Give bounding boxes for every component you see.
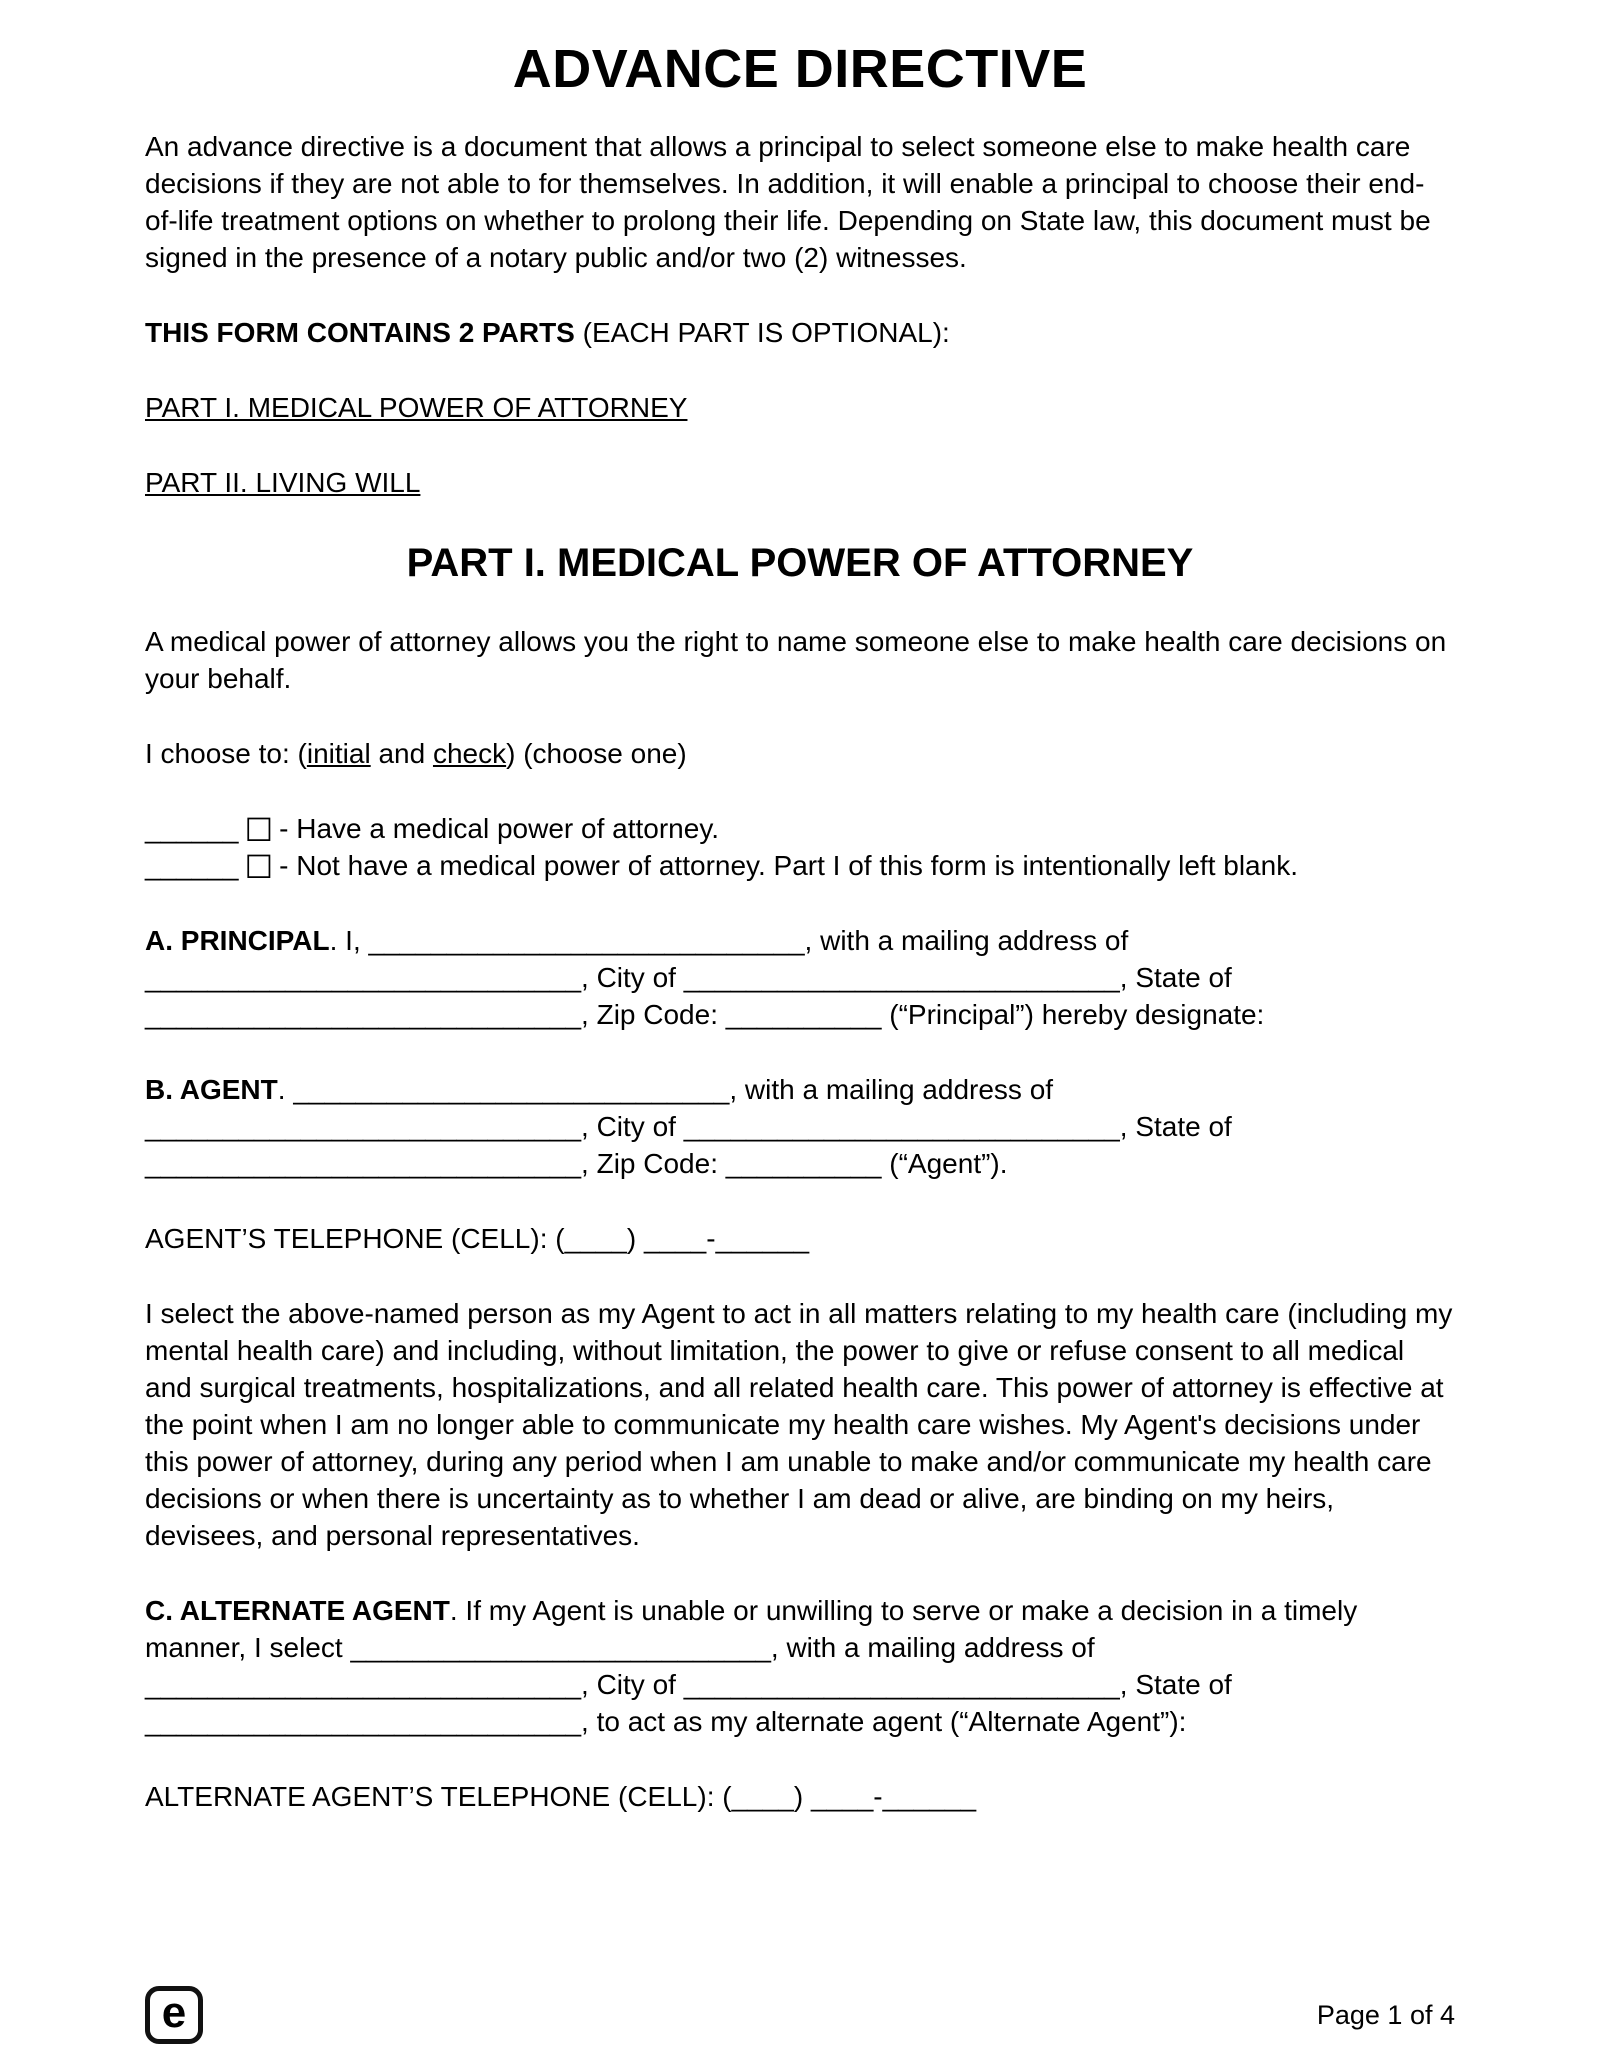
agent-label: B. AGENT <box>145 1074 278 1105</box>
principal-section <box>145 922 1455 1033</box>
page-indicator: Page 1 of 4 <box>1316 1999 1455 2030</box>
choose-mid: and <box>370 738 433 769</box>
principal-zip-blank: __________ <box>725 999 882 1030</box>
alternate-city-blank: ____________________________ <box>683 1669 1120 1700</box>
checkbox-icon[interactable]: ☐ <box>244 849 274 885</box>
page-footer <box>145 1986 1455 2044</box>
principal-name-blank: ____________________________ <box>368 925 805 956</box>
principal-s5: , Zip Code: <box>581 999 726 1030</box>
agent-state-blank: ____________________________ <box>145 1148 582 1179</box>
agent-powers-paragraph: I select the above-named person as my Agent to act in all matters relating to my health care (including my mental health care) and including, without limitation, the power to give or refuse consent to all medical and surgical treatments, hospitalizations, and all related health care. This power of attorney is effective at the point when I am no longer able to communicate my health care wishes. My Agent's decisions under this power of attorney, during any period when I am unable to make and/or communicate my health care decisions or when there is uncertainty as to whether I am dead or alive, are binding on my heirs, devisees, and personal representatives. <box>145 1298 1453 1551</box>
part1-intro: A medical power of attorney allows you the right to name someone else to make health care decisions on your behalf. <box>145 626 1447 694</box>
principal-label: A. PRINCIPAL <box>145 925 330 956</box>
option-have-initials-blank: ______ <box>145 813 239 844</box>
document-title: ADVANCE DIRECTIVE <box>512 39 1088 99</box>
alternate-s5: , to act as my alternate agent (“Alternate Agent”): <box>581 1706 1187 1737</box>
agent-phone-line: AGENT’S TELEPHONE (CELL): (____) ____-______ <box>145 1223 810 1254</box>
toc-part2-link[interactable]: PART II. LIVING WILL <box>145 467 421 498</box>
principal-s6: (“Principal”) hereby designate: <box>881 999 1265 1030</box>
option-not-have-poa-text: - Not have a medical power of attorney. Part I of this form is intentionally left blank. <box>279 850 1298 881</box>
agent-s6: (“Agent”). <box>881 1148 1008 1179</box>
choose-check-word: check <box>432 738 507 769</box>
agent-s4: , State of <box>1119 1111 1232 1142</box>
principal-address-blank: ____________________________ <box>145 962 582 993</box>
toc-entry-part1 <box>145 389 1455 426</box>
agent-s3: , City of <box>581 1111 684 1142</box>
principal-s3: , City of <box>581 962 684 993</box>
choose-instruction <box>145 735 1455 772</box>
principal-s4: , State of <box>1119 962 1232 993</box>
alternate-agent-phone-line: ALTERNATE AGENT’S TELEPHONE (CELL): (____) ____-______ <box>145 1781 977 1812</box>
agent-address-blank: ____________________________ <box>145 1111 582 1142</box>
choose-pre: I choose to: ( <box>145 738 307 769</box>
agent-s5: , Zip Code: <box>581 1148 726 1179</box>
form-parts-notice-bold: THIS FORM CONTAINS 2 PARTS <box>145 317 575 348</box>
principal-s2: , with a mailing address of <box>804 925 1129 956</box>
option-not-have-initials-blank: ______ <box>145 850 239 881</box>
alternate-s1: . If my Agent is unable or unwilling to serve or make a decision in a timely manner, I select <box>145 1595 1358 1663</box>
agent-s2: , with a mailing address of <box>729 1074 1054 1105</box>
principal-state-blank: ____________________________ <box>145 999 582 1030</box>
alternate-state-blank: ____________________________ <box>145 1706 582 1737</box>
alternate-s4: , State of <box>1119 1669 1232 1700</box>
agent-city-blank: ____________________________ <box>683 1111 1120 1142</box>
eforms-logo-letter: e <box>161 1988 187 2037</box>
option-not-have-poa <box>145 847 1455 884</box>
checkbox-icon[interactable]: ☐ <box>244 812 274 848</box>
agent-name-blank: ____________________________ <box>293 1074 730 1105</box>
form-parts-notice <box>145 314 1455 351</box>
agent-section <box>145 1071 1455 1182</box>
intro-paragraph: An advance directive is a document that allows a principal to select someone else to make health care decisions if they are not able to for themselves. In addition, it will enable a principal to choose their end-of-life treatment options on whether to prolong their life. Depending on State law, this document must be signed in the presence of a notary public and/or two (2) witnesses. <box>145 131 1431 273</box>
alternate-s2: , with a mailing address of <box>770 1632 1095 1663</box>
choice-options <box>145 810 1455 884</box>
alternate-agent-label: C. ALTERNATE AGENT <box>145 1595 450 1626</box>
alternate-name-blank: ___________________________ <box>350 1632 771 1663</box>
option-have-poa <box>145 810 1455 847</box>
alternate-s3: , City of <box>581 1669 684 1700</box>
toc-entry-part2 <box>145 464 1455 501</box>
toc-part1-link[interactable]: PART I. MEDICAL POWER OF ATTORNEY <box>145 392 688 423</box>
eforms-logo <box>145 1986 203 2044</box>
choose-post: ) (choose one) <box>506 738 687 769</box>
principal-city-blank: ____________________________ <box>683 962 1120 993</box>
principal-s1: . I, <box>329 925 369 956</box>
agent-s1: . <box>277 1074 294 1105</box>
option-have-poa-text: - Have a medical power of attorney. <box>279 813 720 844</box>
alternate-address-blank: ____________________________ <box>145 1669 582 1700</box>
choose-initial-word: initial <box>306 738 371 769</box>
alternate-agent-section <box>145 1592 1455 1740</box>
agent-zip-blank: __________ <box>725 1148 882 1179</box>
form-parts-notice-tail: (EACH PART IS OPTIONAL): <box>574 317 950 348</box>
part1-heading: PART I. MEDICAL POWER OF ATTORNEY <box>406 541 1194 585</box>
